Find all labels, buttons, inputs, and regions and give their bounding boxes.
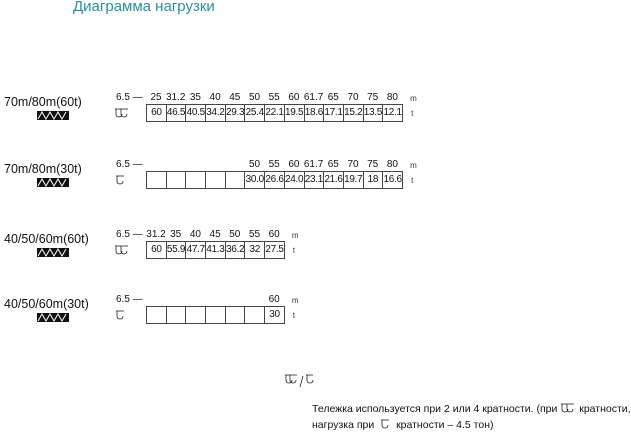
load-cell: 60 <box>147 242 167 259</box>
note-line2-a: нагрузка при <box>312 419 375 431</box>
table-row <box>147 172 403 189</box>
distance-label: 55 <box>248 229 261 240</box>
boom-truss-icon <box>37 111 69 120</box>
single-hook-icon <box>377 419 393 431</box>
load-cell: 34.2 <box>206 105 226 122</box>
load-cell: 16.6 <box>383 172 403 189</box>
load-cell: 13.5 <box>363 105 383 122</box>
distance-label: 65 <box>327 159 339 170</box>
boom-truss-icon <box>37 178 69 187</box>
page-title: Диаграмма нагрузки <box>73 0 215 15</box>
distance-label: 75 <box>367 92 379 103</box>
load-cell: 30.0 <box>245 172 265 189</box>
hook-height-label: 6.5 — <box>116 294 143 305</box>
load-cell <box>186 307 206 324</box>
load-cell: 32 <box>245 242 265 259</box>
note-line1-b: кратности, <box>579 403 631 415</box>
load-cell: 18.6 <box>304 105 324 122</box>
distance-label: 45 <box>229 92 241 103</box>
double-hook-icon <box>114 245 130 257</box>
load-cell: 19.5 <box>284 105 304 122</box>
model-label: 70m/80m(30t) <box>4 162 82 176</box>
load-section <box>0 91 600 141</box>
table-row <box>147 105 403 122</box>
load-cell: 15.2 <box>343 105 363 122</box>
load-section <box>0 228 600 278</box>
double-hook-icon <box>114 108 130 120</box>
unit-meters-label: m <box>291 296 299 305</box>
distance-label: 35 <box>170 229 182 240</box>
unit-tons-label: t <box>292 246 296 255</box>
distance-label: 60 <box>288 92 300 103</box>
load-cell <box>245 307 265 324</box>
distance-label: 75 <box>367 159 379 170</box>
table-row <box>147 242 285 259</box>
load-cell: 24.0 <box>284 172 304 189</box>
load-cell <box>147 172 167 189</box>
note-line1-a: Тележка используется при 2 или 4 кратности. (при <box>312 403 558 415</box>
load-cell <box>225 172 245 189</box>
distance-label: 40 <box>209 92 221 103</box>
unit-meters-label: m <box>410 94 417 103</box>
load-capacity-table <box>146 104 403 122</box>
distance-label: 40 <box>189 229 201 240</box>
table-row <box>147 307 285 324</box>
load-section <box>0 158 600 208</box>
load-cell: 40.5 <box>186 105 206 122</box>
boom-truss-icon <box>37 248 69 257</box>
load-cell: 17.1 <box>324 105 344 122</box>
note-line2-b: кратности – 4.5 тон) <box>396 419 494 431</box>
distance-label: 50 <box>229 229 241 240</box>
load-cell <box>206 172 226 189</box>
usage-note <box>312 401 631 433</box>
model-label: 40/50/60m(30t) <box>4 297 89 311</box>
unit-tons-label: t <box>292 311 296 320</box>
load-cell: 22.1 <box>265 105 285 122</box>
hook-legend-icon <box>284 374 314 388</box>
distance-label: 35 <box>189 92 201 103</box>
load-cell <box>206 307 226 324</box>
unit-tons-label: t <box>411 109 414 118</box>
load-cell: 21.6 <box>324 172 344 189</box>
model-label: 40/50/60m(60t) <box>4 232 89 246</box>
load-cell: 29.3 <box>225 105 245 122</box>
single-hook-icon <box>114 175 130 187</box>
distance-label: 60 <box>268 229 280 240</box>
load-section <box>0 293 600 343</box>
load-cell: 30 <box>265 307 285 324</box>
load-cell <box>166 307 186 324</box>
hook-height-label: 6.5 — <box>116 229 143 240</box>
load-cell: 23.1 <box>304 172 324 189</box>
load-capacity-table <box>146 171 403 189</box>
load-cell: 60 <box>147 105 167 122</box>
distance-label: 55 <box>268 159 280 170</box>
load-cell <box>147 307 167 324</box>
distance-label: 60 <box>268 294 280 305</box>
unit-tons-label: t <box>411 176 414 185</box>
load-cell: 19.7 <box>343 172 363 189</box>
distance-label: 50 <box>248 159 261 170</box>
distance-label: 65 <box>327 92 339 103</box>
distance-label: 70 <box>347 92 359 103</box>
unit-meters-label: m <box>291 231 299 240</box>
distance-label: 45 <box>209 229 221 240</box>
distance-label: 31.2 <box>165 92 186 103</box>
load-cell: 25.4 <box>245 105 265 122</box>
distance-label: 25 <box>150 92 162 103</box>
load-cell: 27.5 <box>265 242 285 259</box>
double-hook-icon <box>560 403 576 415</box>
load-cell: 36.2 <box>225 242 245 259</box>
load-capacity-table <box>146 241 285 259</box>
load-cell: 41.3 <box>206 242 226 259</box>
load-cell: 55.9 <box>166 242 186 259</box>
distance-label: 31.2 <box>146 229 166 240</box>
hook-height-label: 6.5 — <box>116 159 143 170</box>
boom-truss-icon <box>37 313 69 322</box>
load-cell: 26.6 <box>265 172 285 189</box>
load-cell: 46.5 <box>166 105 186 122</box>
unit-meters-label: m <box>410 161 417 170</box>
load-cell <box>225 307 245 324</box>
distance-label: 55 <box>268 92 280 103</box>
distance-label: 61.7 <box>303 159 324 170</box>
distance-label: 80 <box>386 159 398 170</box>
single-hook-icon <box>114 310 130 322</box>
distance-label: 50 <box>248 92 261 103</box>
distance-label: 60 <box>288 159 300 170</box>
load-cell: 12.1 <box>383 105 403 122</box>
load-capacity-table <box>146 306 285 324</box>
hook-height-label: 6.5 — <box>116 92 143 103</box>
distance-label: 80 <box>386 92 398 103</box>
model-label: 70m/80m(60t) <box>4 95 82 109</box>
load-cell: 18 <box>363 172 383 189</box>
load-cell <box>166 172 186 189</box>
load-cell <box>186 172 206 189</box>
distance-label: 70 <box>347 159 359 170</box>
load-cell: 47.7 <box>186 242 206 259</box>
distance-label: 61.7 <box>303 92 324 103</box>
